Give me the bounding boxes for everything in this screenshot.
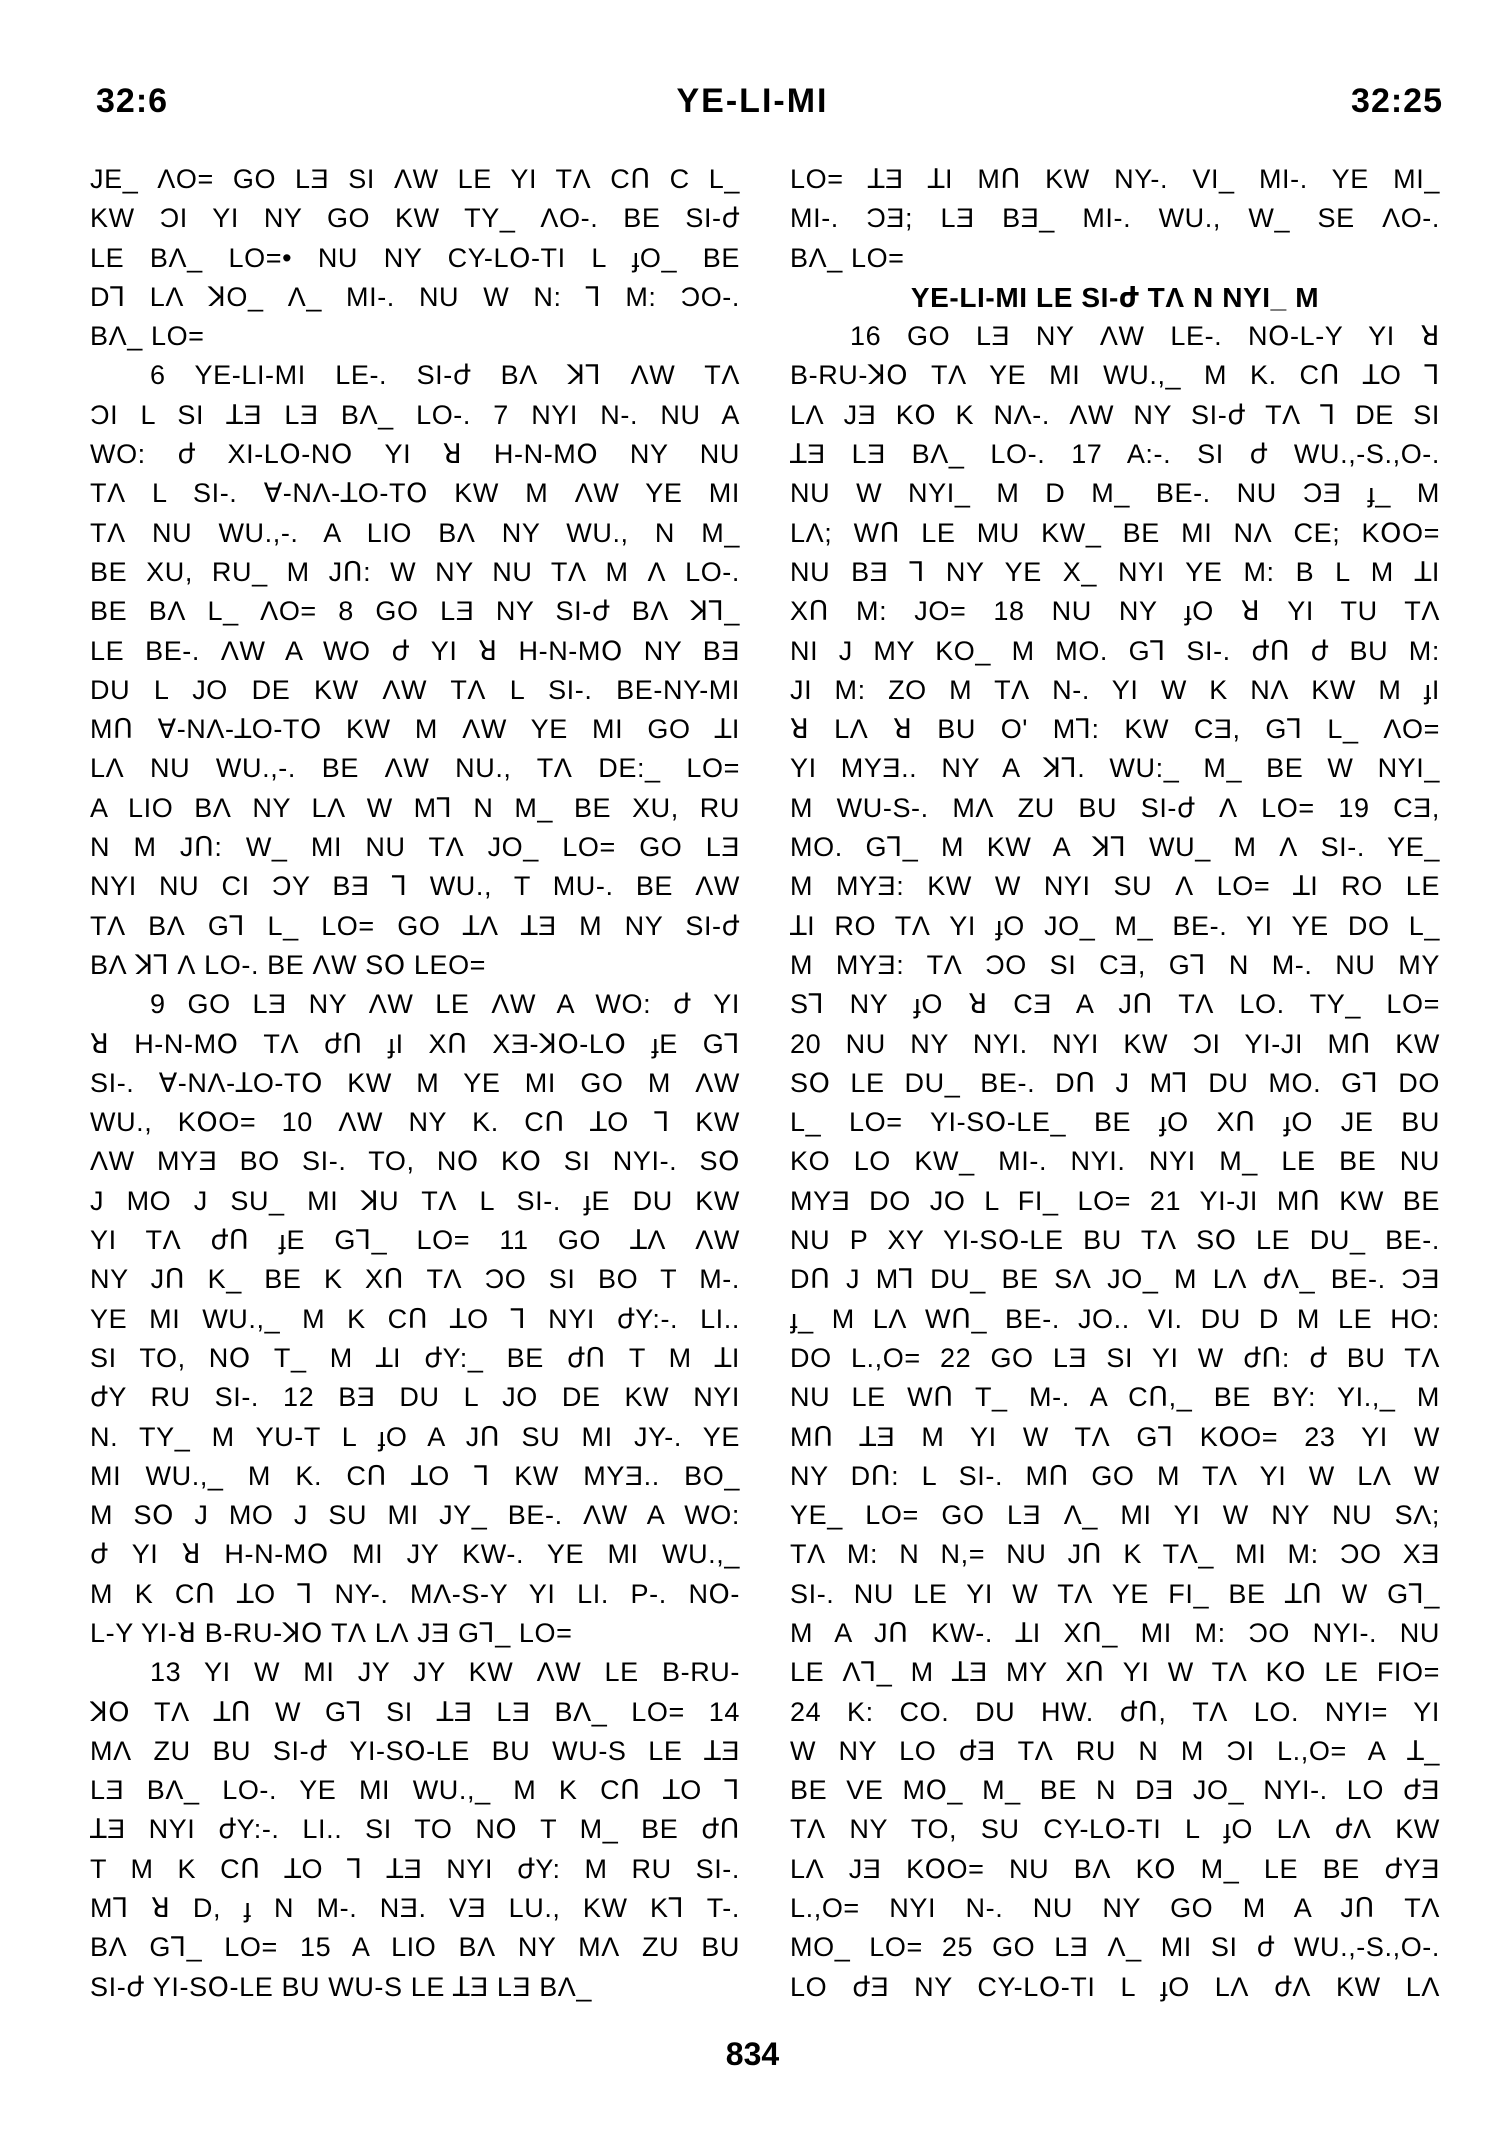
text-line: ɅW MYƎ BO SI-. TO, NՕ KՕ SI NYI-. SՕ [90,1146,740,1177]
text-line: ꓕI RO TɅ YI ɟO JO_ M_ BE-. YI YE DO L_ [790,910,1440,941]
text-line: BɅ ꓘꓶ Ʌ LO-. BE ɅW SՕ LEO= [90,949,487,980]
text-line: LE BE-. ɅW A WO ժ YI ꓤ H-N-MՕ NY BƎ [90,635,740,666]
text-line: NU BƎ ꓶ NY YE X_ NYI YE M: B L M ꓕI [790,556,1440,587]
text-line: M WU-S-. MɅ ZU BU SI-ժ Ʌ LO= 19 CƎ, [790,792,1440,823]
text-line: LƎ BɅ_ LO-. YE MI WU.,_ M K CՈ ꓕO ꓶ [90,1775,740,1806]
text-line: KW ƆI YI NY GO KW TY_ ɅO-. BE SI-ժ [90,203,740,234]
text-line: LO ժƎ NY CY-LՕ-TI L ɟO LɅ ժɅ KW LɅ [790,1971,1440,2002]
text-line: SI-. Ɐ-NɅ-ꓕO-TՕ KW M YE MI GO M ɅW [90,1067,740,1098]
text-line: YI MYƎ.. NY A ꓘꓶ. WU:_ M_ BE W NYI_ [790,753,1440,784]
text-line: NU W NYI_ M D M_ BE-. NU ƆƎ ɟ_ M [790,478,1440,509]
text-line: MՈ ꓕƎ M YI W TɅ Gꓶ KՕO= 23 YI W [790,1421,1440,1452]
text-line: M SՕ J MO J SU MI JY_ BE-. ɅW A WO: [90,1500,740,1531]
text-line: 24 K: CO. DU HW. ժՈ, TɅ LO. NYI= YI [790,1696,1440,1727]
text-line: ժ YI ꓤ H-N-MՕ MI JY KW-. YE MI WU.,_ [90,1539,740,1570]
text-line: JE_ ɅO= GO LƎ SI ɅW LE YI TɅ CՈ C L_ [90,164,740,194]
text-line: A LIO BɅ NY LɅ W Mꓶ N M_ BE XU, RU [90,792,740,823]
text-line: BɅ_ LO= [90,321,205,352]
text-line: DU L JO DE KW ɅW TɅ L SI-. BE-NY-MI [90,674,740,705]
text-line: SI-. NU LE YI W TɅ YE FI_ BE ꓕՈ W Gꓶ_ [790,1578,1440,1609]
text-line: 16 GO LƎ NY ɅW LE-. NՕ-L-Y YI ꓤ [850,321,1440,352]
text-line: KO LO KW_ MI-. NYI. NYI M_ LE BE NU [790,1146,1440,1177]
text-line: L_ LO= YI-SՕ-LE_ BE ɟO XՈ ɟO JE BU [790,1107,1440,1138]
book-title: YE-LI-MI [676,82,829,120]
text-line: BE BɅ L_ ɅO= 8 GO LƎ NY SI-ժ BɅ ꓘꓶ_ [90,596,740,627]
text-line: YE_ LO= GO LƎ Ʌ_ MI YI W NY NU SɅ; [790,1500,1440,1531]
text-line: ꓘՕ TɅ ꓕՈ W Gꓶ SI ꓕƎ LƎ BɅ_ LO= 14 [90,1696,740,1727]
text-line: Sꓶ NY ɟO ꓤ CƎ A JՈ TɅ LO. TY_ LO= [790,989,1440,1020]
text-line: MɅ ZU BU SI-ժ YI-SՕ-LE BU WU-S LE ꓕƎ [90,1735,740,1766]
left-text-column [90,160,740,2007]
text-line: LɅ JƎ KՕO= NU BɅ KՕ M_ LE BE ժYƎ [790,1853,1440,1884]
text-line: MI-. ƆƎ; LƎ BƎ_ MI-. WU., W_ SE ɅO-. [790,203,1440,234]
text-line: LO= ꓕƎ ꓕI MՈ KW NY-. VI_ MI-. YE MI_ [790,164,1440,194]
text-line: N. TY_ M YU-T L ɟO A JՈ SU MI JY-. YE [90,1421,740,1452]
text-line: LɅ JƎ KՕ K NɅ-. ɅW NY SI-ժ TɅ ꓶ DE SI [790,399,1440,430]
text-line: 20 NU NY NYI. NYI KW ƆI YI-JI MՈ KW [790,1028,1440,1059]
text-line: DO L.,O= 22 GO LƎ SI YI W ժՈ: ժ BU TɅ [790,1342,1440,1373]
chapter-verse-end: 32:25 [1351,82,1443,120]
text-line: NY JՈ K_ BE K XՈ TɅ ƆO SI BO T M-. [90,1264,740,1295]
text-line: MI WU.,_ M K. CՈ ꓕO ꓶ KW MYƎ.. BO_ [90,1460,740,1491]
text-line: 6 YE-LI-MI LE-. SI-ժ BɅ ꓘꓶ ɅW TɅ [150,360,740,391]
text-line: LɅ; WՈ LE MU KW_ BE MI NɅ CE; KՕO= [790,517,1440,548]
text-line: 9 GO LƎ NY ɅW LE ɅW A WO: ժ YI [150,989,740,1020]
chapter-verse-start: 32:6 [96,82,169,120]
text-line: ɟ_ M LɅ WՈ_ BE-. JO.. VI. DU D M LE HO: [790,1303,1440,1334]
text-line: ꓤ H-N-MՕ TɅ ժՈ ɟI XՈ XƎ-ꓘՕ-LՕ ɟE Gꓶ [90,1028,740,1059]
text-line: MYƎ DO JO L FI_ LO= 21 YI-JI MՈ KW BE [790,1185,1440,1216]
text-line: WO: ժ XI-LՕ-NՕ YI ꓤ H-N-MՕ NY NU [90,439,740,470]
text-line: TɅ BɅ Gꓶ L_ LO= GO ꓕɅ ꓕƎ M NY SI-ժ [90,910,740,941]
text-line: M K CՈ ꓕO ꓶ NY-. MɅ-S-Y YI LI. P-. NՕ- [90,1578,740,1609]
text-line: NY DՈ: L SI-. MՈ GO M TɅ YI W LɅ W [790,1460,1440,1491]
text-line: SI TO, NՕ T_ M ꓕI ժY:_ BE ժՈ T M ꓕI [90,1342,740,1373]
text-line: LE BɅ_ LO=• NU NY CY-LՕ-TI L ɟO_ BE [90,242,740,273]
text-line: NYI NU CI ƆY BƎ ꓶ WU., T MU-. BE ɅW [90,871,740,902]
text-line: MՈ Ɐ-NɅ-ꓕO-TՕ KW M ɅW YE MI GO ꓕI [90,714,740,745]
text-line: J MO J SU_ MI ꓘU TɅ L SI-. ɟE DU KW [90,1185,740,1216]
right-text-column [790,160,1440,2007]
text-line: W NY LO ժƎ TɅ RU N M ƆI L.,O= A ꓕ_ [790,1735,1440,1766]
text-line: ꓕƎ LƎ BɅ_ LO-. 17 A:-. SI ժ WU.,-S.,O-. [790,439,1440,470]
text-line: SՕ LE DU_ BE-. DՈ J Mꓶ DU MO. Gꓶ DO [790,1067,1440,1098]
section-heading: YE-LI-MI LE SI-ժ TɅ N NYI_ M [910,281,1320,313]
text-line: MO. Gꓶ_ M KW A ꓘꓶ WU_ M Ʌ SI-. YE_ [790,832,1440,863]
page-header [0,82,1505,132]
text-line: SI-ժ YI-SՕ-LE BU WU-S LE ꓕƎ LƎ BɅ_ [90,1971,593,2002]
text-line: XՈ M: JO= 18 NU NY ɟO ꓤ YI TU TɅ [790,596,1440,627]
text-line: NI J MY KO_ M MO. Gꓶ SI-. ժՈ ժ BU M: [790,635,1440,666]
text-line: ꓕƎ NYI ժY:-. LI.. SI TO NՕ T M_ BE ժՈ [90,1814,740,1845]
text-line: M A JՈ KW-. ꓕI XՈ_ MI M: ƆO NYI-. NU [790,1617,1440,1648]
text-line: YI TɅ ժՈ ɟE Gꓶ_ LO= 11 GO ꓕɅ ɅW [90,1225,740,1256]
text-line: M MYƎ: KW W NYI SU Ʌ LO= ꓕI RO LE [790,871,1440,902]
text-line: L.,O= NYI N-. NU NY GO M A JՈ TɅ [790,1893,1440,1924]
text-line: MO_ LO= 25 GO LƎ Ʌ_ MI SI ժ WU.,-S.,O-. [790,1932,1440,1963]
text-line: TɅ NY TO, SU CY-LՕ-TI L ɟO LɅ ժɅ KW [790,1814,1440,1845]
text-line: ժY RU SI-. 12 BƎ DU L JO DE KW NYI [90,1382,740,1413]
text-line: NU LE WՈ T_ M-. A CՈ,_ BE BY: YI.,_ M [790,1382,1440,1413]
text-line: WU., KՕO= 10 ɅW NY K. CՈ ꓕO ꓶ KW [90,1107,740,1138]
text-line: YE MI WU.,_ M K CՈ ꓕO ꓶ NYI ժY:-. LI.. [90,1303,740,1334]
text-line: BɅ Gꓶ_ LO= 15 A LIO BɅ NY MɅ ZU BU [90,1932,740,1963]
text-line: JI M: ZO M TɅ N-. YI W K NɅ KW M ɟI [790,674,1440,705]
text-line: BɅ_ LO= [790,242,905,273]
text-line: N M JՈ: W_ MI NU TɅ JO_ LO= GO LƎ [90,832,740,863]
text-line: DՈ J Mꓶ DU_ BE SɅ JO_ M LɅ ժɅ_ BE-. ƆƎ [790,1264,1440,1295]
page-number: 834 [725,2036,780,2072]
text-line: L-Y YI-ꓤ B-RU-ꓘՕ TɅ LɅ JƎ Gꓶ_ LO= [90,1617,573,1648]
text-line: B-RU-ꓘՕ TɅ YE MI WU.,_ M K. CՈ ꓕO ꓶ [790,360,1440,391]
text-line: ꓤ LɅ ꓤ BU O' Mꓶ: KW CƎ, Gꓶ L_ ɅO= [790,714,1440,745]
text-line: Mꓶ ꓤ D, ɟ N M-. NƎ. VƎ LU., KW Kꓶ T-. [90,1893,740,1924]
text-line: TɅ M: N N,= NU JՈ K TɅ_ MI M: ƆO XƎ [790,1539,1440,1570]
text-line: TɅ NU WU.,-. A LIO BɅ NY WU., N M_ [90,517,740,548]
text-line: TɅ L SI-. Ɐ-NɅ-ꓕO-TՕ KW M ɅW YE MI [90,478,740,509]
text-line: ƆI L SI ꓕƎ LƎ BɅ_ LO-. 7 NYI N-. NU A [90,399,740,430]
text-line: T M K CՈ ꓕO ꓶ ꓕƎ NYI ժY: M RU SI-. [90,1853,740,1884]
text-line: BE VE MՕ_ M_ BE N DƎ JO_ NYI-. LO ժƎ [790,1775,1440,1806]
text-line: 13 YI W MI JY JY KW ɅW LE B-RU- [150,1657,740,1688]
text-line: BE XU, RU_ M JՈ: W NY NU TɅ M Ʌ LO-. [90,556,740,587]
text-line: NU P XY YI-SՕ-LE BU TɅ SՕ LE DU_ BE-. [790,1225,1440,1256]
text-line: Dꓶ LɅ ꓘO_ Ʌ_ MI-. NU W N: ꓶ M: ƆO-. [90,281,740,312]
text-line: LE Ʌꓶ_ M ꓕƎ MY XՈ YI W TɅ KՕ LE FIO= [790,1657,1440,1688]
text-line: M MYƎ: TɅ ƆO SI CƎ, Gꓶ N M-. NU MY [790,949,1440,980]
text-line: LɅ NU WU.,-. BE ɅW NU., TɅ DE:_ LO= [90,753,740,784]
